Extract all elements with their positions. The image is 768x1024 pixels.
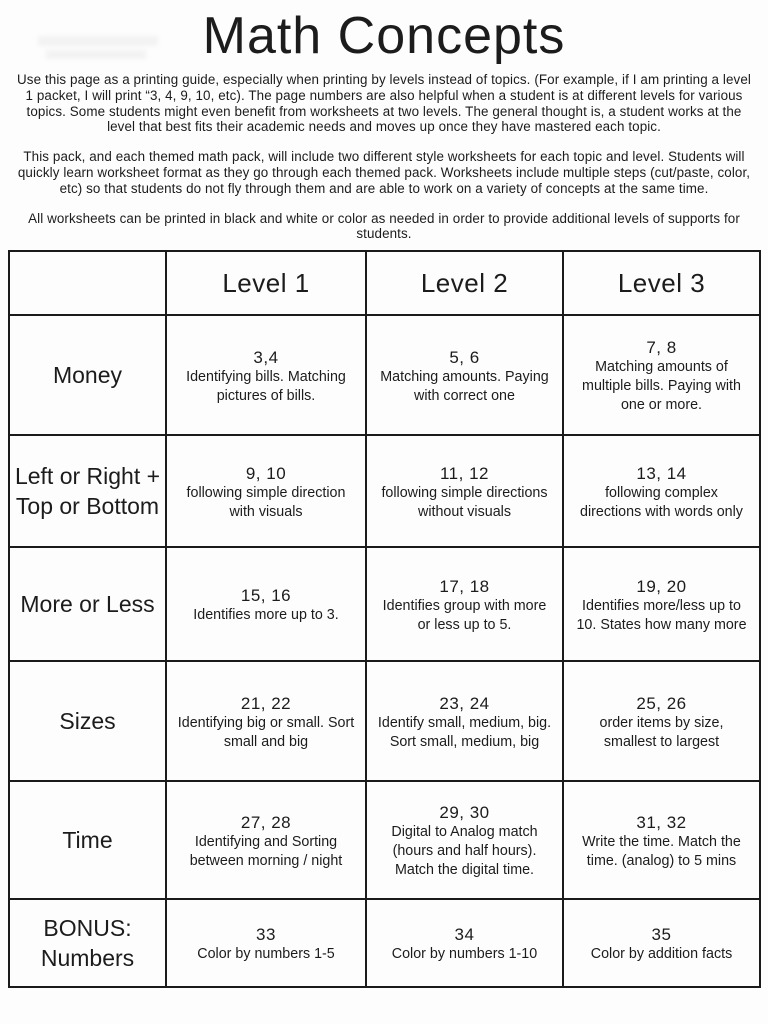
table-row-left-right [9,435,760,547]
page-numbers: 5, 6 [449,347,480,367]
topic-cell-left-right: Left or Right + Top or Bottom [9,435,166,547]
cell-time-level1 [166,781,366,899]
concepts-table [8,250,761,988]
cell-description: Identify small, medium, big. Sort small, medium, big [377,714,552,750]
intro-section [0,72,768,242]
cell-description: following simple direction with visuals [186,484,346,520]
table-row-time [9,781,760,899]
page-numbers: 19, 20 [636,576,687,596]
page-numbers: 31, 32 [636,812,687,832]
corner-cell [9,251,166,315]
cell-description: Identifying and Sorting between morning / night [189,833,343,869]
cell-leftright-level1 [166,435,366,547]
page-numbers: 23, 24 [439,693,490,713]
cell-description: Color by addition facts [590,946,733,963]
cell-description: Identifying bills. Matching pictures of bills. [186,368,346,404]
cell-description: Identifying big or small. Sort small and big [177,714,355,750]
cell-description: Identifies group with more or less up to 5. [382,597,547,633]
page-numbers: 7, 8 [646,338,677,358]
cell-money-level1 [166,315,366,435]
page-title: Math Concepts [202,7,566,65]
topic-cell-more-less: More or Less [9,547,166,661]
cell-description: Color by numbers 1-5 [197,946,335,963]
cell-sizes-level3 [563,661,760,781]
cell-time-level2 [366,781,563,899]
table-row-sizes [9,661,760,781]
intro-paragraph-3: All worksheets can be printed in black and white or color as needed in order to provide additional levels of supports for students. [28,210,740,242]
cell-description: Identifies more up to 3. [193,607,339,624]
cell-money-level3 [563,315,760,435]
intro-paragraph-2: This pack, and each themed math pack, will include two different style worksheets for each topic and level. Students will quickly learn worksheet format as they go through each themed pack. Worksheets include multiple steps (cut/paste, color, etc) so that students do not fly through them and are able to work on a variety of concepts at the same time. [17,149,751,196]
topic-cell-sizes: Sizes [9,661,166,781]
cell-description: Color by numbers 1-10 [391,946,538,963]
cell-description: following complex directions with words only [580,484,743,520]
cell-bonus-level2 [366,899,563,987]
topic-cell-time: Time [9,781,166,899]
cell-description: Write the time. Match the time. (analog) to 5 mins [582,833,741,869]
page-numbers: 21, 22 [240,693,292,713]
page-numbers: 27, 28 [240,812,292,832]
cell-moreless-level2 [366,547,563,661]
page-numbers: 9, 10 [245,463,287,483]
header-row [9,251,760,315]
level-3-header: Level 3 [563,251,760,315]
page-numbers: 17, 18 [439,576,490,596]
page-numbers: 25, 26 [636,693,687,713]
page-numbers: 33 [256,925,276,945]
page-numbers: 15, 16 [240,586,292,606]
intro-paragraph-1: Use this page as a printing guide, especially when printing by levels instead of topics. (For example, if I am printing a level 1 packet, I will print “3, 4, 9, 10, etc). The page numbers are also helpful when a student is at different levels for various topics. Some students might even benefit from worksheets at two levels. The general thought is, a student works at the level that best fits their academic needs and moves up once they have mastered each topic. [17,72,751,135]
page-numbers: 34 [454,925,475,945]
page-numbers: 35 [651,925,672,945]
topic-cell-bonus-numbers: BONUS: Numbers [9,899,166,987]
cell-description: Matching amounts of multiple bills. Paying with one or more. [582,359,741,414]
cell-description: Identifies more/less up to 10. States how many more [576,597,747,633]
level-2-header: Level 2 [366,251,563,315]
cell-bonus-level3 [563,899,760,987]
cell-description: Digital to Analog match (hours and half hours). Match the digital time. [391,824,538,879]
cell-description: following simple directions without visuals [381,484,548,520]
cell-leftright-level3 [563,435,760,547]
cell-moreless-level3 [563,547,760,661]
cell-sizes-level1 [166,661,366,781]
cell-money-level2 [366,315,563,435]
cell-description: order items by size, smallest to largest [599,714,724,750]
cell-time-level3 [563,781,760,899]
page-numbers: 29, 30 [439,803,490,823]
cell-description: Matching amounts. Paying with correct one [380,368,549,404]
cell-leftright-level2 [366,435,563,547]
cell-sizes-level2 [366,661,563,781]
table-row-more-less [9,547,760,661]
cell-moreless-level1 [166,547,366,661]
table-row-bonus-numbers [9,899,760,987]
level-1-header: Level 1 [166,251,366,315]
table-row-money [9,315,760,435]
topic-cell-money: Money [9,315,166,435]
page-numbers: 13, 14 [636,463,687,483]
faint-watermark [38,34,173,62]
page-numbers: 3,4 [253,347,279,367]
cell-bonus-level1 [166,899,366,987]
page-numbers: 11, 12 [439,463,489,483]
